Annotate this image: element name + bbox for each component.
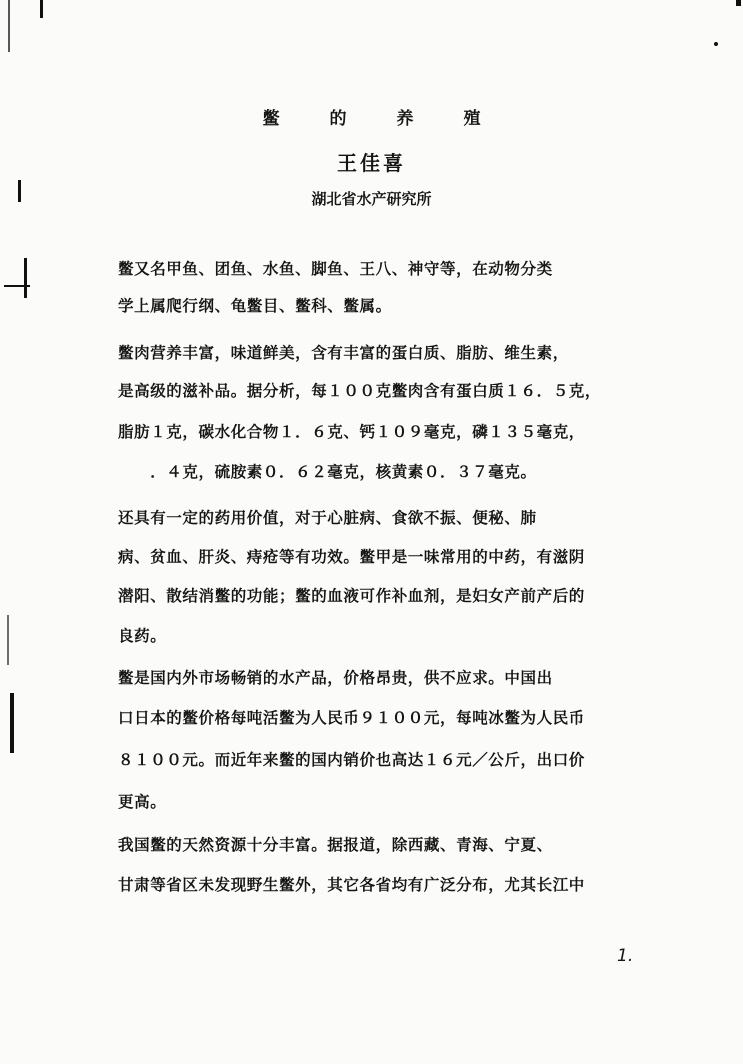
body-line: 甘肃等省区未发现野生鳖外，其它各省均有广泛分布，尤其长江中	[118, 876, 585, 894]
article-title	[0, 104, 743, 129]
body-line: 脂肪１克，碳水化合物１．６克、钙１０９毫克，磷１３５毫克，	[118, 423, 585, 441]
author-name: 王佳喜	[337, 151, 406, 175]
scan-mark	[736, 0, 741, 6]
body-line: 更高。	[118, 793, 167, 811]
body-line: 口日本的鳖价格每吨活鳖为人民币９１００元，每吨冰鳖为人民币	[118, 709, 585, 727]
scan-mark	[714, 42, 718, 46]
body-line: 鳖肉营养丰富，味道鲜美，含有丰富的蛋白质、脂肪、维生素，	[118, 344, 569, 362]
body-line: 我国鳖的天然资源十分丰富。据报道，除西藏、青海、宁夏、	[118, 836, 553, 854]
body-line: 学上属爬行纲、龟鳖目、鳖科、鳖属。	[118, 297, 392, 315]
scan-mark	[18, 180, 21, 202]
body-line: 潜阳、散结消鳖的功能；鳖的血液可作补血剂，是妇女产前产后的	[118, 587, 585, 605]
author-affiliation: 湖北省水产研究所	[311, 190, 432, 208]
scan-mark	[7, 615, 9, 665]
scan-mark	[10, 693, 14, 753]
body-line: ．４克，硫胺素０．６２毫克，核黄素０．３７毫克。	[118, 463, 537, 481]
title-char: 鳖	[262, 109, 280, 129]
page-number: 1.	[617, 946, 634, 966]
body-line: 鳖是国内外市场畅销的水产品，价格昂贵，供不应求。中国出	[118, 669, 553, 687]
title-char: 养	[396, 109, 414, 129]
scan-mark	[40, 0, 43, 18]
body-line: 是高级的滋补品。据分析，每１００克鳖肉含有蛋白质１６．５克，	[118, 382, 602, 400]
title-char: 殖	[463, 109, 481, 129]
title-char: 的	[329, 109, 347, 129]
body-line: 病、贫血、肝炎、痔疮等有功效。鳖甲是一味常用的中药，有滋阴	[118, 548, 585, 566]
body-line: 还具有一定的药用价值，对于心脏病、食欲不振、便秘、肺	[118, 509, 537, 527]
scan-mark	[4, 285, 30, 287]
body-line: 鳖又名甲鱼、团鱼、水鱼、脚鱼、王八、神守等，在动物分类	[118, 260, 553, 278]
scan-mark	[24, 258, 27, 298]
scan-mark	[8, 0, 10, 52]
body-line: ８１００元。而近年来鳖的国内销价也高达１６元／公斤，出口价	[118, 751, 585, 769]
body-line: 良药。	[118, 627, 167, 645]
